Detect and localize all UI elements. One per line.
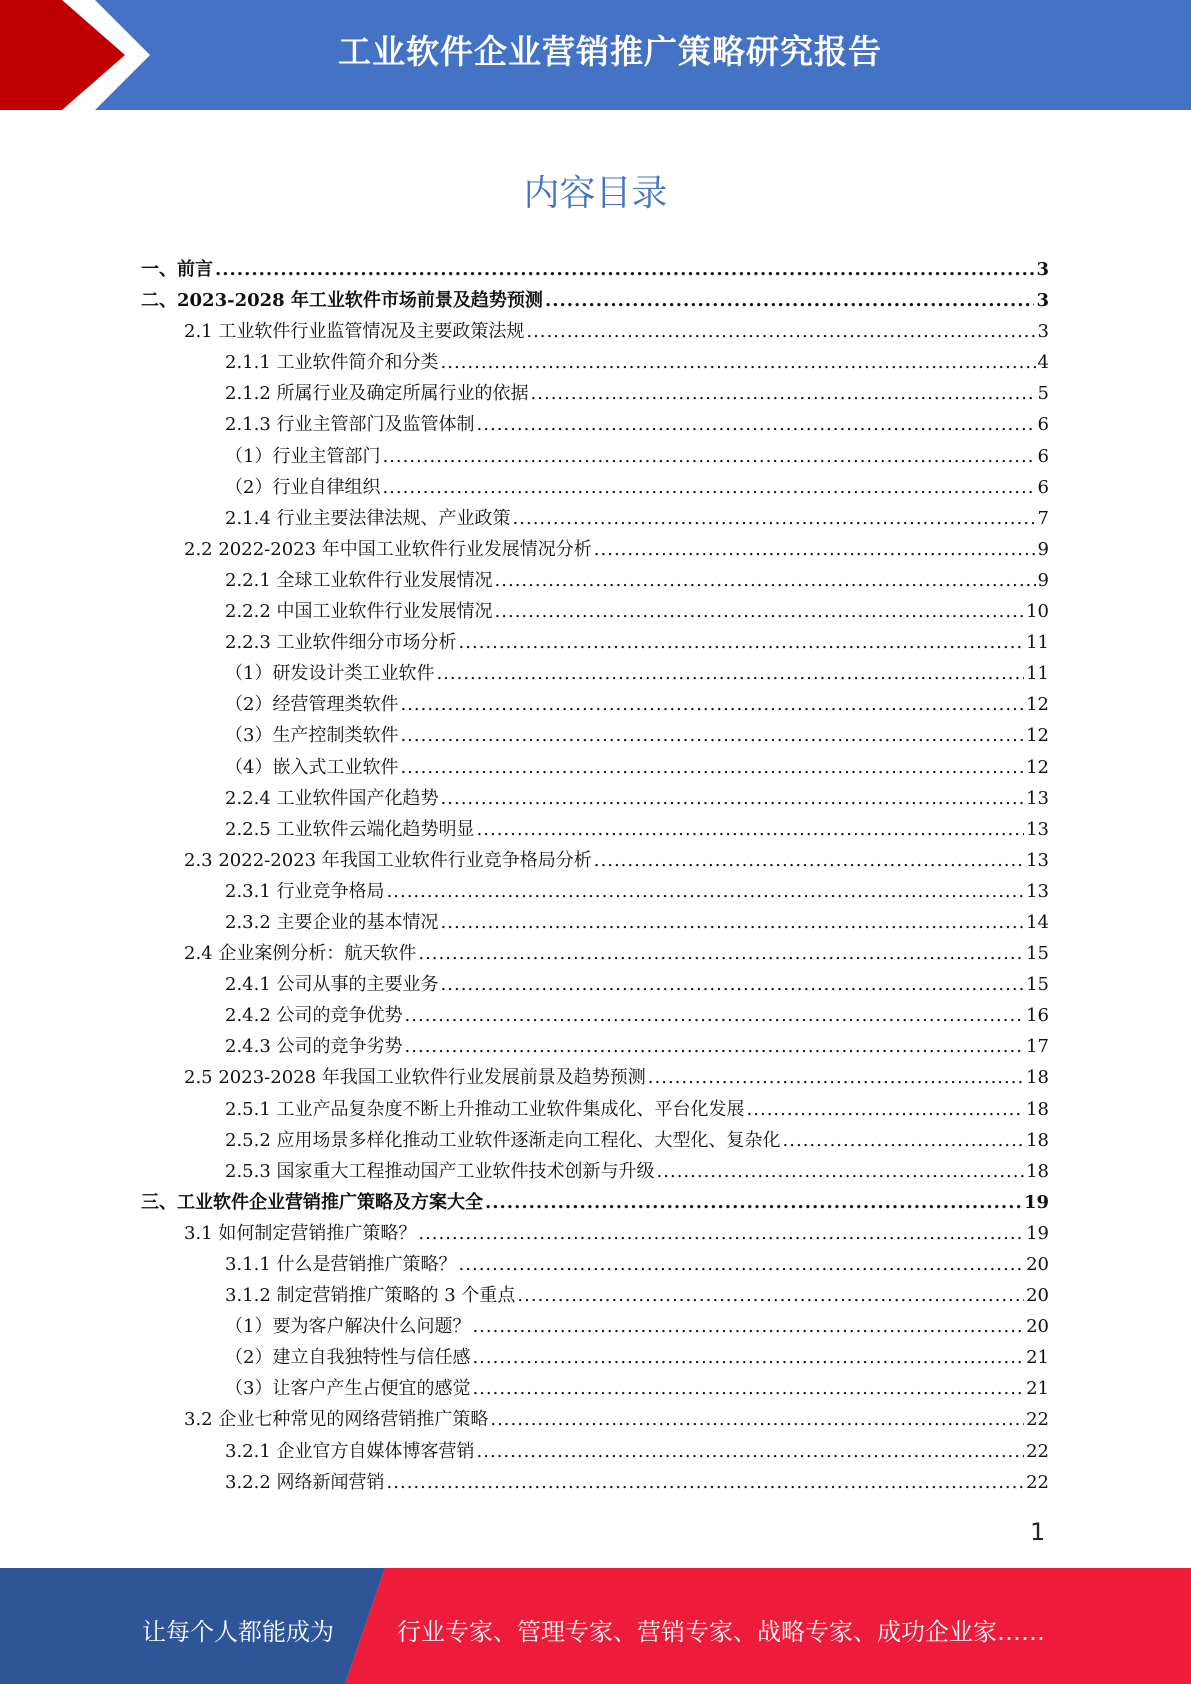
toc-entry[interactable] bbox=[141, 1280, 1049, 1311]
toc-entry-title: （2）行业自律组织 bbox=[225, 476, 381, 498]
toc-entry-title: （2）建立自我独特性与信任感 bbox=[225, 1347, 471, 1369]
toc-dot-leader bbox=[783, 1125, 1025, 1156]
footer-slogan-left: 让每个人都能成为 bbox=[142, 1618, 334, 1646]
toc-entry-title: （1）行业主管部门 bbox=[225, 445, 381, 467]
toc-entry-title: 2.3 2022-2023 年我国工业软件行业竞争格局分析 bbox=[184, 849, 592, 871]
report-title: 工业软件企业营销推广策略研究报告 bbox=[338, 32, 882, 71]
toc-entry-page: 18 bbox=[1026, 1129, 1049, 1151]
toc-entry-title: 3.2 企业七种常见的网络营销推广策略 bbox=[184, 1409, 489, 1431]
toc-entry[interactable] bbox=[141, 752, 1049, 783]
toc-entry-page: 9 bbox=[1037, 569, 1049, 591]
toc-entry[interactable] bbox=[141, 627, 1049, 658]
toc-dot-leader bbox=[495, 565, 1036, 596]
toc-entry[interactable] bbox=[141, 845, 1049, 876]
toc-dot-leader bbox=[657, 1156, 1025, 1187]
toc-entry[interactable] bbox=[141, 1187, 1049, 1218]
toc-dot-leader bbox=[441, 907, 1025, 938]
toc-dot-leader bbox=[441, 969, 1025, 1000]
toc-entry-title: （4）嵌入式工业软件 bbox=[225, 756, 399, 778]
toc-entry-title: （3）让客户产生占便宜的感觉 bbox=[225, 1378, 471, 1400]
footer-banner bbox=[0, 1568, 1191, 1684]
toc-dot-leader bbox=[418, 938, 1024, 969]
toc-entry[interactable] bbox=[141, 1311, 1049, 1342]
toc-dot-leader bbox=[441, 783, 1025, 814]
toc-entry[interactable] bbox=[141, 1249, 1049, 1280]
toc-entry[interactable] bbox=[141, 254, 1049, 285]
toc-entry[interactable] bbox=[141, 720, 1049, 751]
toc-entry-page: 10 bbox=[1026, 601, 1049, 623]
toc-entry-title: （2）经营管理类软件 bbox=[225, 694, 399, 716]
toc-entry-title: （1）研发设计类工业软件 bbox=[225, 663, 435, 685]
toc-entry-page: 20 bbox=[1026, 1285, 1049, 1307]
toc-entry-title: 2.1.1 工业软件简介和分类 bbox=[225, 352, 439, 374]
toc-entry-page: 17 bbox=[1026, 1036, 1049, 1058]
toc-entry-title: （1）要为客户解决什么问题？ bbox=[225, 1316, 471, 1338]
toc-entry-page: 3 bbox=[1036, 259, 1049, 280]
toc-dot-leader bbox=[215, 254, 1034, 285]
toc-entry-page: 13 bbox=[1026, 787, 1049, 809]
toc-entry-page: 21 bbox=[1026, 1347, 1049, 1369]
toc-dot-leader bbox=[472, 1373, 1024, 1404]
toc-dot-leader bbox=[387, 876, 1025, 907]
toc-dot-leader bbox=[526, 316, 1035, 347]
toc-entry-title: 2.2.3 工业软件细分市场分析 bbox=[225, 632, 457, 654]
toc-dot-leader bbox=[472, 1311, 1024, 1342]
toc-entry-title: 2.1.4 行业主要法律法规、产业政策 bbox=[225, 507, 511, 529]
toc-entry[interactable] bbox=[141, 347, 1049, 378]
toc-entry-title: 三、工业软件企业营销推广策略及方案大全 bbox=[141, 1191, 483, 1213]
toc-entry-page: 13 bbox=[1026, 818, 1049, 840]
toc-dot-leader bbox=[490, 1404, 1024, 1435]
toc-dot-leader bbox=[400, 720, 1024, 751]
toc-entry-title: 2.2.2 中国工业软件行业发展情况 bbox=[225, 601, 493, 623]
toc-entry[interactable] bbox=[141, 1436, 1049, 1467]
toc-dot-leader bbox=[382, 472, 1035, 503]
footer-slogan-right: 行业专家、管理专家、营销专家、战略专家、成功企业家…… bbox=[397, 1618, 1045, 1646]
toc-entry-title: 3.1.1 什么是营销推广策略？ bbox=[225, 1254, 457, 1275]
toc-entry-title: 2.3.1 行业竞争格局 bbox=[225, 880, 385, 902]
toc-entry-title: 2.5.2 应用场景多样化推动工业软件逐渐走向工程化、大型化、复杂化 bbox=[225, 1129, 781, 1151]
toc-entry-page: 12 bbox=[1026, 725, 1049, 747]
toc-entry-title: 2.1 工业软件行业监管情况及主要政策法规 bbox=[184, 321, 525, 343]
toc-entry[interactable] bbox=[141, 969, 1049, 1000]
toc-entry-title: 一、前言 bbox=[141, 259, 213, 280]
toc-entry[interactable] bbox=[141, 596, 1049, 627]
toc-entry-title: 3.1.2 制定营销推广策略的 3 个重点 bbox=[225, 1285, 516, 1307]
toc-dot-leader bbox=[459, 1249, 1025, 1280]
toc-dot-leader bbox=[441, 347, 1036, 378]
toc-entry[interactable] bbox=[141, 814, 1049, 845]
toc-entry-title: 2.5 2023-2028 年我国工业软件行业发展前景及趋势预测 bbox=[184, 1067, 646, 1089]
toc-dot-leader bbox=[400, 689, 1024, 720]
toc-entry-page: 4 bbox=[1037, 352, 1049, 374]
toc-entry[interactable] bbox=[141, 534, 1049, 565]
toc-dot-leader bbox=[594, 534, 1036, 565]
toc-dot-leader bbox=[387, 1467, 1025, 1498]
toc-entry-title: 2.2.4 工业软件国产化趋势 bbox=[225, 787, 439, 809]
toc-entry-title: 2.1.3 行业主管部门及监管体制 bbox=[225, 414, 475, 436]
toc-entry-title: 2.2.5 工业软件云端化趋势明显 bbox=[225, 818, 475, 840]
toc-entry[interactable] bbox=[141, 316, 1049, 347]
toc-entry[interactable] bbox=[141, 1404, 1049, 1435]
toc-entry[interactable] bbox=[141, 1062, 1049, 1093]
toc-entry[interactable] bbox=[141, 658, 1049, 689]
toc-entry[interactable] bbox=[141, 1373, 1049, 1404]
toc-dot-leader bbox=[436, 658, 1024, 689]
toc-entry[interactable] bbox=[141, 472, 1049, 503]
toc-entry-page: 20 bbox=[1026, 1316, 1049, 1338]
toc-dot-leader bbox=[495, 596, 1025, 627]
toc-dot-leader bbox=[594, 845, 1024, 876]
toc-entry-page: 13 bbox=[1026, 880, 1049, 902]
toc-dot-leader bbox=[545, 285, 1035, 316]
toc-entry-page: 6 bbox=[1037, 476, 1049, 498]
toc-entry-title: 2.4.3 公司的竞争劣势 bbox=[225, 1036, 403, 1058]
toc-entry[interactable] bbox=[141, 876, 1049, 907]
toc-dot-leader bbox=[477, 814, 1025, 845]
toc-entry[interactable] bbox=[141, 1125, 1049, 1156]
toc-entry-page: 22 bbox=[1026, 1440, 1049, 1462]
toc-entry-page: 3 bbox=[1036, 290, 1049, 312]
toc-entry-title: （3）生产控制类软件 bbox=[225, 725, 399, 747]
toc-entry-page: 15 bbox=[1026, 974, 1049, 996]
toc-dot-leader bbox=[517, 1280, 1024, 1311]
toc-dot-leader bbox=[477, 1436, 1025, 1467]
toc-entry-title: 二、2023-2028 年工业软件市场前景及趋势预测 bbox=[141, 290, 543, 312]
toc-entry-page: 18 bbox=[1026, 1160, 1049, 1182]
toc-entry[interactable] bbox=[141, 1000, 1049, 1031]
toc-entry-title: 2.2 2022-2023 年中国工业软件行业发展情况分析 bbox=[184, 538, 592, 560]
toc-dot-leader bbox=[531, 378, 1036, 409]
toc-entry-page: 12 bbox=[1026, 694, 1049, 716]
toc-entry-page: 16 bbox=[1026, 1005, 1049, 1027]
toc-entry-page: 7 bbox=[1037, 507, 1049, 529]
toc-entry[interactable] bbox=[141, 689, 1049, 720]
toc-entry-title: 2.5.1 工业产品复杂度不断上升推动工业软件集成化、平台化发展 bbox=[225, 1098, 745, 1120]
toc-dot-leader bbox=[513, 503, 1036, 534]
toc-dot-leader bbox=[405, 1031, 1025, 1062]
toc-entry-title: 2.4.1 公司从事的主要业务 bbox=[225, 974, 439, 996]
toc-entry[interactable] bbox=[141, 907, 1049, 938]
toc-entry-page: 14 bbox=[1026, 911, 1049, 933]
toc-entry[interactable] bbox=[141, 565, 1049, 596]
toc-entry-page: 3 bbox=[1037, 321, 1049, 343]
toc-entry[interactable] bbox=[141, 1094, 1049, 1125]
toc-entry-title: 2.4 企业案例分析：航天软件 bbox=[184, 943, 417, 965]
toc-entry-page: 13 bbox=[1026, 849, 1049, 871]
toc-entry-title: 2.5.3 国家重大工程推动国产工业软件技术创新与升级 bbox=[225, 1160, 655, 1182]
toc-entry-page: 20 bbox=[1026, 1254, 1049, 1275]
toc-entry[interactable] bbox=[141, 409, 1049, 440]
toc-entry-page: 15 bbox=[1026, 943, 1049, 965]
toc-dot-leader bbox=[418, 1218, 1024, 1249]
toc-dot-leader bbox=[747, 1094, 1025, 1125]
toc-dot-leader bbox=[459, 627, 1025, 658]
toc-entry[interactable] bbox=[141, 285, 1049, 316]
toc-entry-page: 6 bbox=[1037, 414, 1049, 436]
toc-entry[interactable] bbox=[141, 1467, 1049, 1498]
toc-entry-title: 2.1.2 所属行业及确定所属行业的依据 bbox=[225, 383, 529, 405]
toc-entry-page: 5 bbox=[1037, 383, 1049, 405]
toc-dot-leader bbox=[400, 752, 1024, 783]
toc-entry-title: 3.2.2 网络新闻营销 bbox=[225, 1471, 385, 1493]
toc-entry-title: 2.4.2 公司的竞争优势 bbox=[225, 1005, 403, 1027]
toc-dot-leader bbox=[485, 1187, 1022, 1218]
toc-entry[interactable] bbox=[141, 378, 1049, 409]
toc-entry-page: 21 bbox=[1026, 1378, 1049, 1400]
toc-entry[interactable] bbox=[141, 1218, 1049, 1249]
toc-entry[interactable] bbox=[141, 1342, 1049, 1373]
toc-entry-page: 18 bbox=[1026, 1067, 1049, 1089]
toc-entry-page: 11 bbox=[1026, 663, 1049, 685]
toc-entry-title: 2.2.1 全球工业软件行业发展情况 bbox=[225, 569, 493, 591]
toc-entry-title: 3.2.1 企业官方自媒体博客营销 bbox=[225, 1440, 475, 1462]
toc-dot-leader bbox=[382, 441, 1035, 472]
table-of-contents bbox=[141, 254, 1049, 1498]
toc-entry-page: 22 bbox=[1026, 1409, 1049, 1431]
toc-entry[interactable] bbox=[141, 503, 1049, 534]
toc-heading: 内容目录 bbox=[523, 173, 668, 214]
toc-dot-leader bbox=[648, 1062, 1024, 1093]
toc-entry-page: 19 bbox=[1026, 1222, 1049, 1244]
header-banner bbox=[0, 0, 1191, 110]
toc-entry[interactable] bbox=[141, 938, 1049, 969]
toc-dot-leader bbox=[405, 1000, 1025, 1031]
toc-entry-page: 19 bbox=[1023, 1191, 1049, 1213]
toc-entry-page: 22 bbox=[1026, 1471, 1049, 1493]
toc-entry-page: 18 bbox=[1026, 1098, 1049, 1120]
toc-entry-title: 3.1 如何制定营销推广策略？ bbox=[184, 1222, 417, 1244]
toc-entry[interactable] bbox=[141, 1156, 1049, 1187]
toc-entry[interactable] bbox=[141, 783, 1049, 814]
toc-entry[interactable] bbox=[141, 441, 1049, 472]
toc-entry[interactable] bbox=[141, 1031, 1049, 1062]
toc-entry-page: 11 bbox=[1026, 632, 1049, 654]
toc-dot-leader bbox=[477, 409, 1036, 440]
page-number: 1 bbox=[1030, 1518, 1046, 1546]
toc-dot-leader bbox=[472, 1342, 1024, 1373]
toc-entry-title: 2.3.2 主要企业的基本情况 bbox=[225, 911, 439, 933]
toc-entry-page: 9 bbox=[1037, 538, 1049, 560]
toc-entry-page: 12 bbox=[1026, 756, 1049, 778]
toc-entry-page: 6 bbox=[1037, 445, 1049, 467]
